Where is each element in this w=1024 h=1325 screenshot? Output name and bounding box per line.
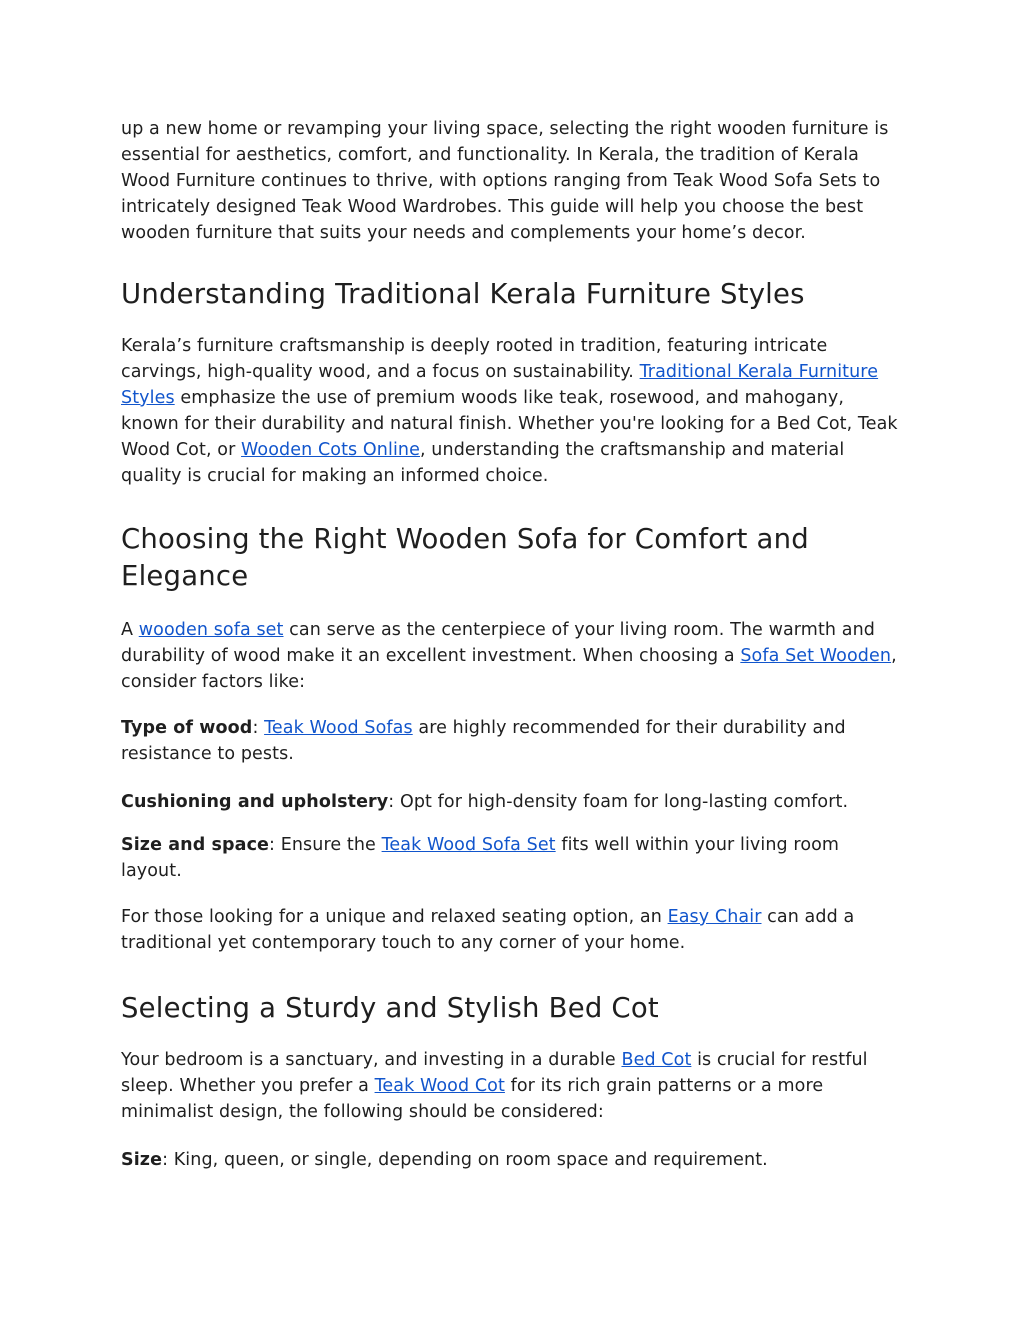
text-segment: , understanding the craftsmanship and material quality is crucial for making an informed choice. xyxy=(121,440,845,486)
heading-wooden-sofa: Choosing the Right Wooden Sofa for Comfort and Elegance xyxy=(121,523,809,592)
link-traditional-kerala-furniture-styles[interactable]: Traditional Kerala Furniture Styles xyxy=(121,362,879,408)
link-wooden-sofa-set[interactable]: wooden sofa set xyxy=(138,620,284,640)
paragraph-furniture-styles xyxy=(121,333,901,489)
link-wooden-cots-online[interactable]: Wooden Cots Online xyxy=(241,440,420,460)
paragraph-type-of-wood xyxy=(121,715,901,767)
text-segment: can add a traditional yet contemporary touch to any corner of your home. xyxy=(121,907,855,953)
text-segment: For those looking for a unique and relaxed seating option, an xyxy=(121,907,668,927)
link-easy-chair[interactable]: Easy Chair xyxy=(667,907,762,927)
link-teak-wood-sofas[interactable]: Teak Wood Sofas xyxy=(264,718,413,738)
intro-paragraph: up a new home or revamping your living space, selecting the right wooden furniture is essential for aesthetics, comfort, and functionality. In Kerala, the tradition of Kerala Wood Furniture continues to thrive, with options ranging from Teak Wood Sofa Sets to intricately designed Teak Wood Wardrobes. This guide will help you choose the best wooden furniture that suits your needs and complements your home’s decor. xyxy=(121,119,889,243)
link-teak-wood-sofa-set[interactable]: Teak Wood Sofa Set xyxy=(381,835,556,855)
link-sofa-set-wooden[interactable]: Sofa Set Wooden xyxy=(740,646,892,666)
label-cushioning: Cushioning and upholstery xyxy=(121,792,389,812)
paragraph-easy-chair xyxy=(121,904,901,956)
text-segment: A xyxy=(121,620,139,640)
text-segment: is crucial for restful sleep. Whether you prefer a xyxy=(121,1050,868,1096)
text-segment: can serve as the centerpiece of your living room. The warmth and durability of wood make it an excellent investment. When choosing a xyxy=(121,620,875,666)
label-type-of-wood: Type of wood xyxy=(121,718,253,738)
text-segment: : Ensure the xyxy=(269,835,382,855)
text-segment: for its rich grain patterns or a more minimalist design, the following should be considered: xyxy=(121,1076,824,1122)
text-segment: emphasize the use of premium woods like teak, rosewood, and mahogany, known for their durability and natural finish. Whether you're looking for a Bed Cot, Teak Wood Cot, or xyxy=(121,388,898,460)
link-bed-cot[interactable]: Bed Cot xyxy=(621,1050,692,1070)
text-segment: : Opt for high-density foam for long-lasting comfort. xyxy=(388,792,849,812)
document-content xyxy=(121,116,901,1173)
paragraph-wooden-sofa xyxy=(121,617,901,695)
paragraph-bed-cot xyxy=(121,1047,901,1125)
paragraph-cushioning xyxy=(121,789,901,815)
text-segment: : King, queen, or single, depending on room space and requirement. xyxy=(162,1150,768,1170)
paragraph-size xyxy=(121,1147,901,1173)
text-segment: : xyxy=(252,718,265,738)
label-size-and-space: Size and space xyxy=(121,835,270,855)
text-segment: Kerala’s furniture craftsmanship is deeply rooted in tradition, featuring intricate carvings, high-quality wood, and a focus on sustainability. xyxy=(121,336,828,382)
label-size: Size xyxy=(121,1150,163,1170)
paragraph-size-and-space xyxy=(121,832,901,884)
text-segment: fits well within your living room layout. xyxy=(121,835,840,881)
text-segment: , consider factors like: xyxy=(121,646,897,692)
text-segment: Your bedroom is a sanctuary, and investing in a durable xyxy=(121,1050,622,1070)
text-segment: are highly recommended for their durability and resistance to pests. xyxy=(121,718,846,764)
heading-bed-cot: Selecting a Sturdy and Stylish Bed Cot xyxy=(121,992,659,1024)
heading-furniture-styles: Understanding Traditional Kerala Furniture Styles xyxy=(121,278,805,310)
link-teak-wood-cot[interactable]: Teak Wood Cot xyxy=(374,1076,505,1096)
